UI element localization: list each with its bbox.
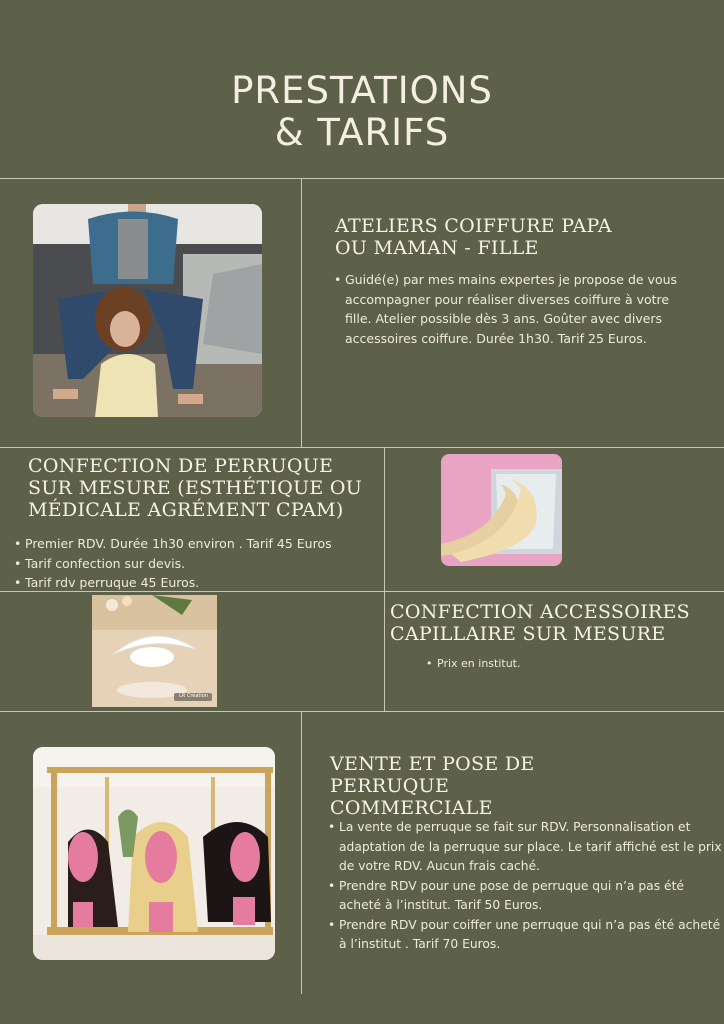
list-item: • Prendre RDV pour coiffer une perruque qui n’a pas été acheté à l’institut . Tarif 70 Euros. (328, 916, 722, 955)
list-item: • Tarif rdv perruque 45 Euros. (14, 573, 384, 593)
accessoires-heading (390, 601, 690, 645)
ateliers-list (334, 270, 684, 348)
page-title (0, 70, 724, 154)
perruque-mesure-list (14, 534, 384, 593)
photo-watermark: LR Création (179, 693, 209, 699)
vertical-divider-1 (301, 178, 302, 447)
divider-4 (0, 711, 724, 712)
perruque-mesure-heading (28, 455, 362, 521)
accessoires-list (426, 654, 686, 674)
perruque-mesure-heading-line1: CONFECTION DE PERRUQUE (28, 455, 334, 477)
vertical-divider-3 (301, 711, 302, 994)
list-item: • Tarif confection sur devis. (14, 554, 384, 574)
vertical-divider-2 (384, 447, 385, 711)
ateliers-heading-line1: ATELIERS COIFFURE PAPA (335, 215, 612, 237)
list-item: • La vente de perruque se fait sur RDV. Personnalisation et adaptation de la perruque sur place. Le tarif affiché est le prix de votre RDV. Aucun frais caché. (328, 818, 722, 877)
list-item: • Guidé(e) par mes mains expertes je propose de vous accompagner pour réaliser diverses coiffure à votre fille. Atelier possible dès 3 ans. Goûter avec divers accessoires coiffure. Durée 1h30. Tarif 25 Euros. (334, 270, 684, 348)
list-item: • Premier RDV. Durée 1h30 environ . Tarif 45 Euros (14, 534, 384, 554)
wig-display-photo (33, 747, 275, 960)
vente-pose-heading-line2: PERRUQUE (330, 775, 450, 797)
page-title-line2: & TARIFS (274, 111, 450, 154)
hair-accessory-photo (92, 595, 217, 707)
page-title-line1: PRESTATIONS (231, 69, 493, 112)
hair-extension-photo (441, 454, 562, 566)
perruque-mesure-heading-line3: MÉDICALE AGRÉMENT CPAM) (28, 499, 344, 521)
father-daughter-photo (33, 204, 262, 417)
ateliers-heading-line2: OU MAMAN - FILLE (335, 237, 539, 259)
accessoires-heading-line2: CAPILLAIRE SUR MESURE (390, 623, 666, 645)
divider-top (0, 178, 724, 179)
vente-pose-heading-line3: COMMERCIALE (330, 797, 493, 819)
accessoires-heading-line1: CONFECTION ACCESSOIRES (390, 601, 690, 623)
list-item: • Prendre RDV pour une pose de perruque qui n’a pas été acheté à l’institut. Tarif 50 Euros. (328, 877, 722, 916)
vente-pose-heading-line1: VENTE ET POSE DE (330, 753, 535, 775)
ateliers-heading (335, 215, 612, 259)
perruque-mesure-heading-line2: SUR MESURE (ESTHÉTIQUE OU (28, 477, 363, 499)
vente-pose-heading (330, 753, 535, 819)
list-item: • Prix en institut. (426, 654, 686, 674)
vente-pose-list (328, 818, 722, 955)
divider-2 (0, 447, 724, 448)
